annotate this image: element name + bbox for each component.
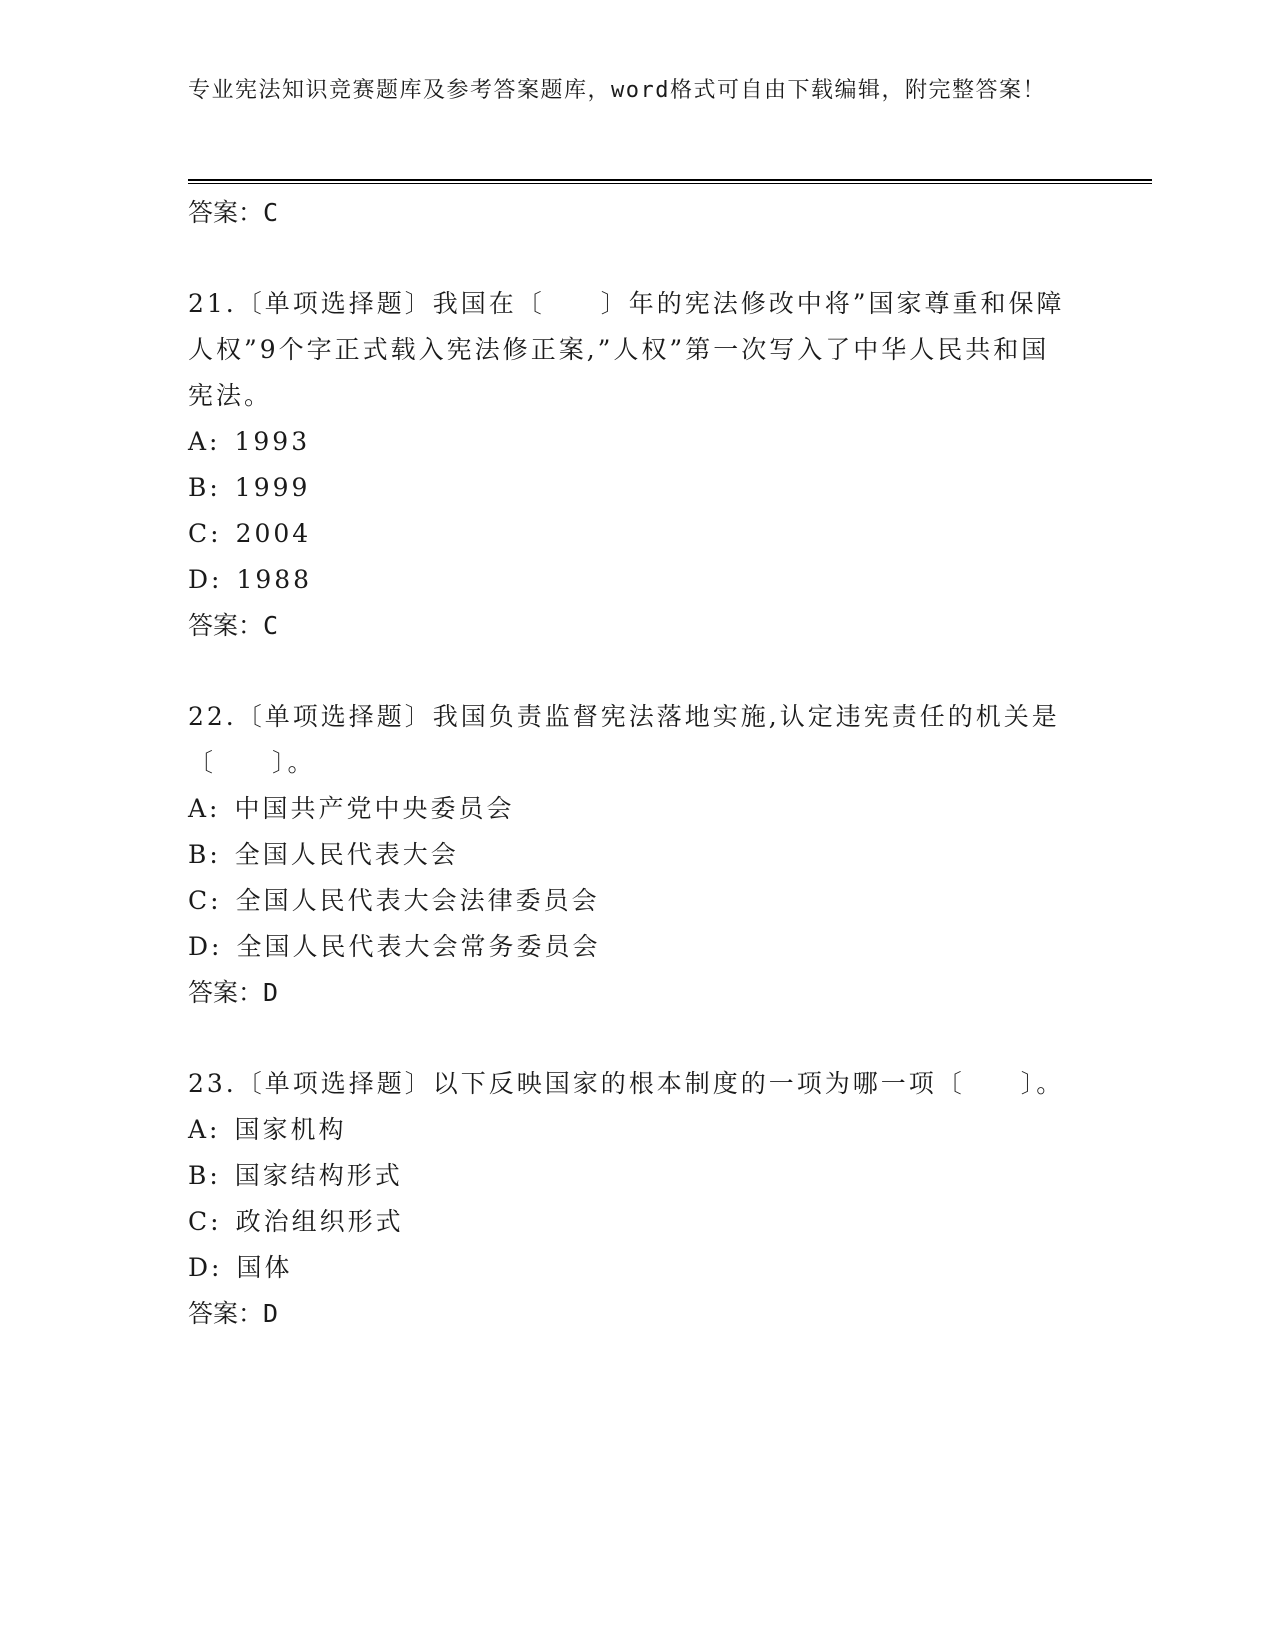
option-text: 全国人民代表大会 <box>234 840 459 869</box>
answer-line: 答案：D <box>188 1299 279 1328</box>
option-item <box>188 1153 1068 1199</box>
option-item <box>188 832 1068 878</box>
option-text: 国体 <box>236 1253 293 1282</box>
option-key: B: <box>188 1161 221 1190</box>
answer-line: 答案：C <box>188 198 279 227</box>
option-item <box>188 557 1068 603</box>
question-list <box>188 190 1068 1337</box>
option-item <box>188 511 1068 557</box>
option-key: C: <box>188 519 222 548</box>
header-rule-thin <box>188 183 1152 184</box>
option-key: C: <box>188 886 222 915</box>
option-item <box>188 1199 1068 1245</box>
option-key: B: <box>188 473 221 502</box>
question-stem: 22.〔单项选择题〕我国负责监督宪法落地实施,认定违宪责任的机关是〔 〕。 <box>188 702 1060 777</box>
option-key: D: <box>188 932 223 961</box>
option-key: A: <box>188 1115 221 1144</box>
option-text: 2004 <box>235 519 312 548</box>
answer-line: 答案：C <box>188 611 279 640</box>
option-item <box>188 1245 1068 1291</box>
page-header: 专业宪法知识竞赛题库及参考答案题库，word格式可自由下载编辑，附完整答案！ <box>188 78 1046 103</box>
question-block <box>188 281 1068 649</box>
option-text: 1999 <box>234 473 311 502</box>
option-text: 国家机构 <box>234 1115 347 1144</box>
option-text: 中国共产党中央委员会 <box>234 794 515 823</box>
option-item <box>188 786 1068 832</box>
option-item <box>188 1107 1068 1153</box>
option-item <box>188 878 1068 924</box>
option-text: 国家结构形式 <box>234 1161 403 1190</box>
option-text: 全国人民代表大会常务委员会 <box>236 932 601 961</box>
option-text: 政治组织形式 <box>235 1207 404 1236</box>
question-block <box>188 694 1068 1016</box>
option-text: 1988 <box>236 565 313 594</box>
option-key: D: <box>188 565 223 594</box>
question-block <box>188 1061 1068 1337</box>
question-stem: 21.〔单项选择题〕我国在〔 〕年的宪法修改中将”国家尊重和保障人权”9个字正式载入宪法修正案,”人权”第一次写入了中华人民共和国宪法。 <box>188 289 1065 410</box>
question-stem: 23.〔单项选择题〕以下反映国家的根本制度的一项为哪一项〔 〕。 <box>188 1069 1065 1098</box>
option-item <box>188 924 1068 970</box>
option-key: B: <box>188 840 221 869</box>
answer-line: 答案：D <box>188 978 279 1007</box>
option-item <box>188 419 1068 465</box>
option-key: C: <box>188 1207 222 1236</box>
option-text: 全国人民代表大会法律委员会 <box>235 886 600 915</box>
option-item <box>188 465 1068 511</box>
option-key: D: <box>188 1253 223 1282</box>
header-rule-thick <box>188 179 1152 181</box>
option-text: 1993 <box>234 427 311 456</box>
option-key: A: <box>188 427 221 456</box>
option-key: A: <box>188 794 221 823</box>
